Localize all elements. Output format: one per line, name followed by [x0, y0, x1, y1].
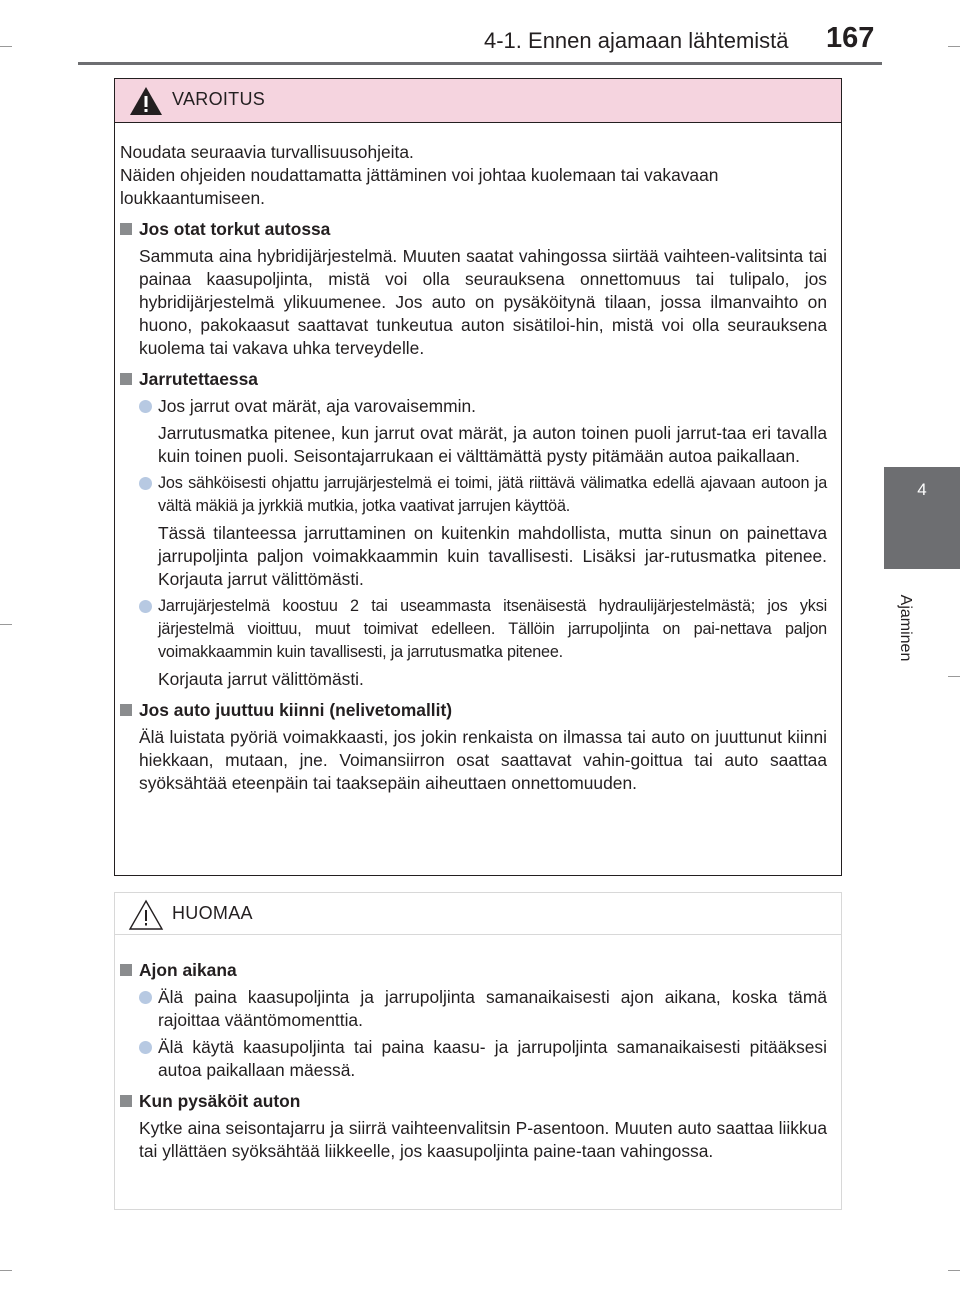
- square-marker-icon: [120, 373, 132, 385]
- crop-mark: [0, 46, 12, 47]
- page-number: 167: [826, 22, 875, 54]
- warning-label: VAROITUS: [172, 89, 266, 109]
- chapter-title: Ajaminen: [897, 594, 914, 662]
- notice-label: HUOMAA: [172, 903, 253, 923]
- chapter-number: 4: [917, 480, 927, 499]
- bullet-dot-icon: [139, 991, 152, 1004]
- bullet-continuation: Jarrutusmatka pitenee, kun jarrut ovat märät, ja auton toinen puoli jarrut-taa eri tavalla kuin toinen puoli. Seisontajarrukaan ei välttämättä pysty pitämään autoa paikallaan.: [158, 423, 827, 466]
- bullet-item: Älä paina kaasupoljinta ja jarrupoljinta samanaikaisesti ajon aikana, koska tämä rajoittaa vääntömomenttia.: [139, 986, 827, 1032]
- warning-triangle-icon: [128, 85, 164, 117]
- running-header: 4-1. Ennen ajamaan lähtemistä: [484, 28, 789, 53]
- header-rule: [78, 62, 882, 65]
- crop-mark: [0, 624, 12, 625]
- section-title: Ajon aikana: [120, 959, 827, 982]
- crop-mark: [0, 1270, 12, 1271]
- bullet-dot-icon: [139, 477, 152, 490]
- bullet-dot-icon: [139, 600, 152, 613]
- bullet-dot-icon: [139, 1041, 152, 1054]
- warning-box: [114, 78, 842, 876]
- warning-header: [115, 79, 841, 123]
- bullet-item: Jos sähköisesti ohjattu jarrujärjestelmä ei toimi, jätä riittävä välimatka edellä ajavaan autoon ja vältä mäkiä ja jyrkkiä mutkia, jotka vaativat jarrujen käyttöä.: [139, 472, 827, 518]
- section-text: Sammuta aina hybridijärjestelmä. Muuten saatat vahingossa siirtää vaihteen-valitsinta tai painaa kaasupoljinta, mistä voi olla seurauksena onnettomuus tai tulipalo, jos hybridijärjestelmä ylikuumenee. Jos auto on pysäköitynä tilaan, jossa ilmanvaihto on huono, pakokaasut saattavat tunkeutua auton sisätiloi-hin, mistä voi olla seurauksena kuolema tai vakava uhka terveydelle.: [139, 246, 827, 358]
- notice-body: [115, 935, 841, 1163]
- bullet-continuation: Korjauta jarrut välittömästi.: [158, 669, 364, 689]
- bullet-item: Jarrujärjestelmä koostuu 2 tai useammasta itsenäisestä hydraulijärjestelmästä; jos yksi järjestelmä vioittuu, muut toimivat edelleen. Tällöin jarrupoljinta on pai-nettava paljon voimakkaammin kuin tavallisesti, ja jarrutusmatka pitenee.: [139, 595, 827, 664]
- notice-box: [114, 892, 842, 1210]
- bullet-dot-icon: [139, 400, 152, 413]
- caution-triangle-icon: [128, 899, 164, 931]
- warning-body: [115, 123, 841, 795]
- warning-intro: Noudata seuraavia turvallisuusohjeita. Näiden ohjeiden noudattamatta jättäminen voi johtaa kuolemaan tai vakavaan loukkaantumiseen.: [120, 142, 719, 208]
- square-marker-icon: [120, 1095, 132, 1107]
- bullet-item: Älä käytä kaasupoljinta tai paina kaasu- ja jarrupoljinta samanaikaisesti pitääksesi autoa paikallaan mäessä.: [139, 1036, 827, 1082]
- section-title: Jos auto juuttuu kiinni (nelivetomallit): [120, 699, 827, 722]
- square-marker-icon: [120, 704, 132, 716]
- section-text: Kytke aina seisontajarru ja siirrä vaihteenvalitsin P-asentoon. Muuten auto saattaa liikkua tai yllättäen syöksähtää liikkeelle, jos kaasupoljinta paine-taan vahingossa.: [139, 1118, 827, 1161]
- square-marker-icon: [120, 223, 132, 235]
- section-text: Älä luistata pyöriä voimakkaasti, jos jokin renkaista on ilmassa tai auto on juuttunut kiinni hiekkaan, mutaan, jne. Voimansiirron osat saattavat vahin-goittua tai auto saattaa syöksähtää eteenpäin tai taaksepäin aiheuttaen onnettomuuden.: [139, 727, 827, 793]
- section-title: Kun pysäköit auton: [120, 1090, 827, 1113]
- square-marker-icon: [120, 964, 132, 976]
- crop-mark: [948, 676, 960, 677]
- section-title: Jos otat torkut autossa: [120, 218, 827, 241]
- crop-mark: [948, 46, 960, 47]
- bullet-item: Jos jarrut ovat märät, aja varovaisemmin.: [139, 395, 827, 418]
- notice-header: [115, 893, 841, 935]
- section-title: Jarrutettaessa: [120, 368, 827, 391]
- bullet-continuation: Tässä tilanteessa jarruttaminen on kuitenkin mahdollista, mutta sinun on painettava jarrupoljinta paljon voimakkaammin kuin tavallisesti. Lisäksi jar-rutusmatka pitenee. Korjauta jarrut välittömästi.: [158, 523, 827, 589]
- crop-mark: [948, 1270, 960, 1271]
